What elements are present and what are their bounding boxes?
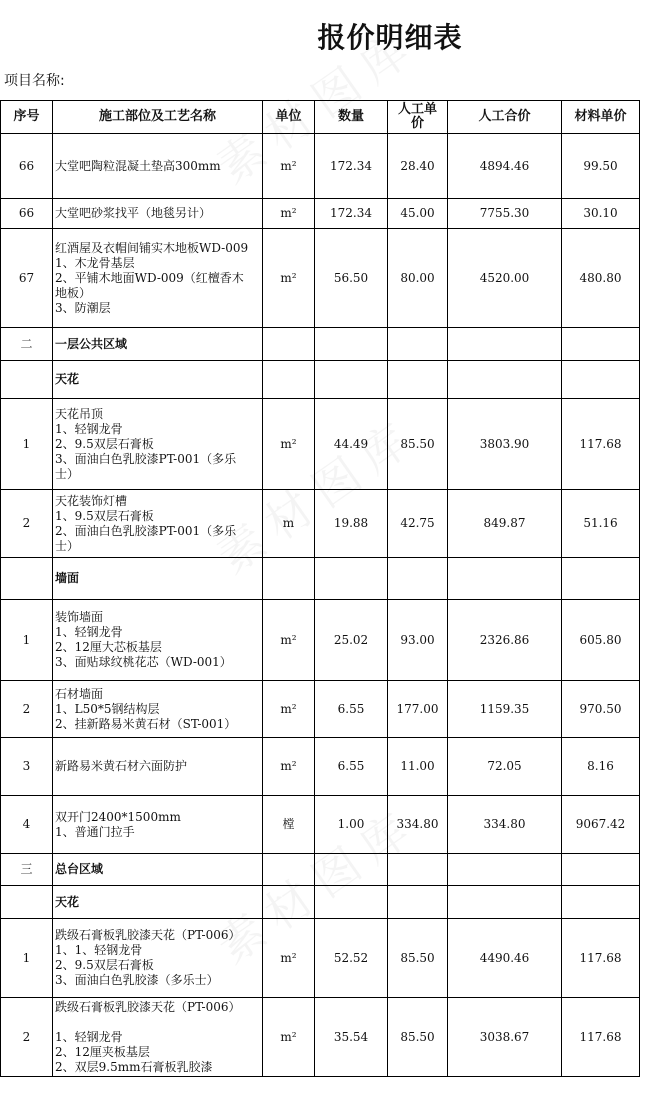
description-line: 2、9.5双层石膏板 <box>55 958 154 972</box>
labor-total-cell: 1159.35 <box>448 681 562 738</box>
table-row <box>1 199 640 229</box>
description-line: 双开门2400*1500mm <box>55 809 181 824</box>
description-cell <box>53 199 263 229</box>
description-line: 1、轻钢龙骨 <box>55 1029 123 1044</box>
unit-cell <box>263 886 315 919</box>
description-cell <box>53 361 263 399</box>
unit-cell <box>263 558 315 600</box>
row-number-cell: 4 <box>1 796 53 854</box>
unit-cell <box>263 361 315 399</box>
unit-cell: m² <box>263 199 315 229</box>
description-line: 天花装饰灯槽 <box>55 493 128 508</box>
quantity-cell <box>315 886 388 919</box>
labor-total-cell: 2326.86 <box>448 600 562 681</box>
description-cell <box>53 919 263 998</box>
table-body <box>1 134 640 1077</box>
labor-price-cell: 93.00 <box>388 600 448 681</box>
labor-price-cell: 85.50 <box>388 919 448 998</box>
labor-total-cell: 4520.00 <box>448 229 562 328</box>
labor-price-cell <box>388 854 448 886</box>
row-number-cell: 1 <box>1 600 53 681</box>
labor-total-cell: 849.87 <box>448 490 562 558</box>
section-row <box>1 328 640 361</box>
table-row <box>1 229 640 328</box>
unit-cell: m² <box>263 738 315 796</box>
row-number-cell: 2 <box>1 998 53 1077</box>
project-name-label: 项目名称: <box>4 73 65 89</box>
header-cell: 施工部位及工艺名称 <box>53 101 263 134</box>
description-line: 总台区域 <box>55 862 104 876</box>
labor-price-cell: 45.00 <box>388 199 448 229</box>
quantity-cell: 1.00 <box>315 796 388 854</box>
quantity-cell <box>315 558 388 600</box>
unit-cell: m² <box>263 681 315 738</box>
heading-row <box>1 558 640 600</box>
row-number-cell: 2 <box>1 681 53 738</box>
description-line: 跌级石膏板乳胶漆天花（PT-006） <box>55 999 241 1014</box>
row-number-cell: 3 <box>1 738 53 796</box>
description-line: 1、L50*5钢结构层 <box>55 701 160 716</box>
material-price-cell <box>562 328 640 361</box>
quantity-cell <box>315 854 388 886</box>
labor-total-cell <box>448 854 562 886</box>
labor-price-cell <box>388 886 448 919</box>
description-line: 地板） <box>55 285 92 300</box>
labor-price-cell <box>388 361 448 399</box>
description-line: 墙面 <box>55 571 80 585</box>
row-number-cell: 66 <box>1 199 53 229</box>
description-cell <box>53 134 263 199</box>
quantity-cell <box>315 361 388 399</box>
description-line: 跌级石膏板乳胶漆天花（PT-006） <box>55 928 241 942</box>
description-line: 天花 <box>55 372 80 386</box>
quantity-cell: 172.34 <box>315 134 388 199</box>
unit-cell <box>263 854 315 886</box>
description-cell <box>53 738 263 796</box>
description-cell <box>53 399 263 490</box>
description-cell <box>53 886 263 919</box>
quantity-cell: 56.50 <box>315 229 388 328</box>
labor-total-cell <box>448 886 562 919</box>
labor-price-cell: 85.50 <box>388 998 448 1077</box>
description-line: 新路易米黄石材六面防护 <box>55 759 188 773</box>
quantity-cell: 52.52 <box>315 919 388 998</box>
labor-price-cell: 42.75 <box>388 490 448 558</box>
row-number-cell <box>1 361 53 399</box>
labor-total-cell <box>448 558 562 600</box>
table-row <box>1 600 640 681</box>
description-line: 1、普通门拉手 <box>55 824 135 839</box>
description-line: 2、12厘夹板基层 <box>55 1044 150 1059</box>
row-number-cell: 66 <box>1 134 53 199</box>
header-cell: 单位 <box>263 101 315 134</box>
description-line: 1、1、轻钢龙骨 <box>55 943 143 957</box>
table-row <box>1 399 640 490</box>
unit-cell <box>263 328 315 361</box>
labor-total-cell <box>448 328 562 361</box>
material-price-cell <box>562 854 640 886</box>
labor-price-cell: 80.00 <box>388 229 448 328</box>
labor-price-cell: 85.50 <box>388 399 448 490</box>
description-cell <box>53 600 263 681</box>
unit-cell: m² <box>263 919 315 998</box>
description-line: 天花吊顶 <box>55 406 104 421</box>
material-price-cell <box>562 886 640 919</box>
unit-cell: m² <box>263 998 315 1077</box>
table-row <box>1 490 640 558</box>
quantity-cell <box>315 328 388 361</box>
labor-price-cell: 334.80 <box>388 796 448 854</box>
material-price-cell <box>562 361 640 399</box>
table-row <box>1 998 640 1077</box>
table-row <box>1 738 640 796</box>
description-cell <box>53 854 263 886</box>
table-header-row <box>1 101 640 134</box>
labor-total-cell: 4490.46 <box>448 919 562 998</box>
header-cell: 人工单价 <box>388 101 448 134</box>
table-row <box>1 919 640 998</box>
material-price-cell: 51.16 <box>562 490 640 558</box>
description-line: 2、挂新路易米黄石材（ST-001） <box>55 716 237 731</box>
labor-total-cell: 334.80 <box>448 796 562 854</box>
labor-price-cell: 177.00 <box>388 681 448 738</box>
description-line: 1、9.5双层石膏板 <box>55 508 154 523</box>
material-price-cell: 970.50 <box>562 681 640 738</box>
labor-total-cell: 3803.90 <box>448 399 562 490</box>
table-row <box>1 796 640 854</box>
description-line: 1、轻钢龙骨 <box>55 421 123 436</box>
unit-cell: m² <box>263 399 315 490</box>
unit-cell: m² <box>263 134 315 199</box>
description-line: 3、面油白色乳胶漆（多乐士） <box>55 973 219 987</box>
labor-price-cell: 28.40 <box>388 134 448 199</box>
description-line: 1、木龙骨基层 <box>55 255 135 270</box>
description-line: 石材墙面 <box>55 686 104 701</box>
description-line: 2、双层9.5mm石膏板乳胶漆 <box>55 1059 213 1074</box>
description-line: 红酒屋及衣帽间铺实木地板WD-009 <box>55 240 249 255</box>
material-price-cell: 117.68 <box>562 399 640 490</box>
description-line: 3、面贴球纹桃花芯（WD-001） <box>55 655 232 669</box>
unit-cell: m <box>263 490 315 558</box>
header-cell: 人工合价 <box>448 101 562 134</box>
unit-cell: m² <box>263 229 315 328</box>
material-price-cell: 605.80 <box>562 600 640 681</box>
quantity-cell: 44.49 <box>315 399 388 490</box>
quantity-cell: 6.55 <box>315 681 388 738</box>
description-cell <box>53 328 263 361</box>
heading-row <box>1 886 640 919</box>
material-price-cell <box>562 558 640 600</box>
labor-total-cell: 72.05 <box>448 738 562 796</box>
row-number-cell <box>1 558 53 600</box>
description-line <box>55 1015 260 1030</box>
labor-total-cell: 7755.30 <box>448 199 562 229</box>
row-number-cell: 二 <box>1 328 53 361</box>
page-title: 报价明细表 <box>317 21 463 54</box>
labor-price-cell <box>388 328 448 361</box>
table-row <box>1 681 640 738</box>
description-cell <box>53 998 263 1077</box>
unit-cell: m² <box>263 600 315 681</box>
description-cell <box>53 490 263 558</box>
row-number-cell <box>1 886 53 919</box>
description-line: 士） <box>55 538 80 553</box>
labor-total-cell: 4894.46 <box>448 134 562 199</box>
row-number-cell: 1 <box>1 919 53 998</box>
description-cell <box>53 558 263 600</box>
quantity-cell: 6.55 <box>315 738 388 796</box>
material-price-cell: 117.68 <box>562 998 640 1077</box>
description-line: 天花 <box>55 894 80 909</box>
description-cell <box>53 229 263 328</box>
material-price-cell: 30.10 <box>562 199 640 229</box>
description-line: 2、平铺木地面WD-009（红檀香木 <box>55 270 244 285</box>
labor-price-cell: 11.00 <box>388 738 448 796</box>
description-line: 3、面油白色乳胶漆PT-001（多乐 <box>55 451 237 466</box>
description-line: 3、防潮层 <box>55 300 111 315</box>
material-price-cell: 9067.42 <box>562 796 640 854</box>
description-line: 装饰墙面 <box>55 610 104 624</box>
description-line: 2、面油白色乳胶漆PT-001（多乐 <box>55 523 237 538</box>
quote-table <box>0 100 640 1077</box>
quantity-cell: 172.34 <box>315 199 388 229</box>
description-line: 1、轻钢龙骨 <box>55 625 123 639</box>
description-line: 2、9.5双层石膏板 <box>55 436 154 451</box>
row-number-cell: 1 <box>1 399 53 490</box>
heading-row <box>1 361 640 399</box>
material-price-cell: 117.68 <box>562 919 640 998</box>
header-cell: 数量 <box>315 101 388 134</box>
description-cell <box>53 796 263 854</box>
description-cell <box>53 681 263 738</box>
description-line: 士） <box>55 466 80 481</box>
labor-total-cell: 3038.67 <box>448 998 562 1077</box>
description-line: 一层公共区域 <box>55 336 128 351</box>
section-row <box>1 854 640 886</box>
labor-price-cell <box>388 558 448 600</box>
description-line: 2、12厘大芯板基层 <box>55 640 162 654</box>
table-row <box>1 134 640 199</box>
unit-cell: 樘 <box>263 796 315 854</box>
row-number-cell: 67 <box>1 229 53 328</box>
header-cell: 序号 <box>1 101 53 134</box>
description-line: 大堂吧陶粒混凝土垫高300mm <box>55 158 221 173</box>
header-cell: 材料单价 <box>562 101 640 134</box>
quantity-cell: 19.88 <box>315 490 388 558</box>
row-number-cell: 三 <box>1 854 53 886</box>
labor-total-cell <box>448 361 562 399</box>
description-line: 大堂吧砂浆找平（地毯另计） <box>55 206 212 220</box>
row-number-cell: 2 <box>1 490 53 558</box>
quantity-cell: 35.54 <box>315 998 388 1077</box>
quantity-cell: 25.02 <box>315 600 388 681</box>
material-price-cell: 99.50 <box>562 134 640 199</box>
material-price-cell: 480.80 <box>562 229 640 328</box>
material-price-cell: 8.16 <box>562 738 640 796</box>
